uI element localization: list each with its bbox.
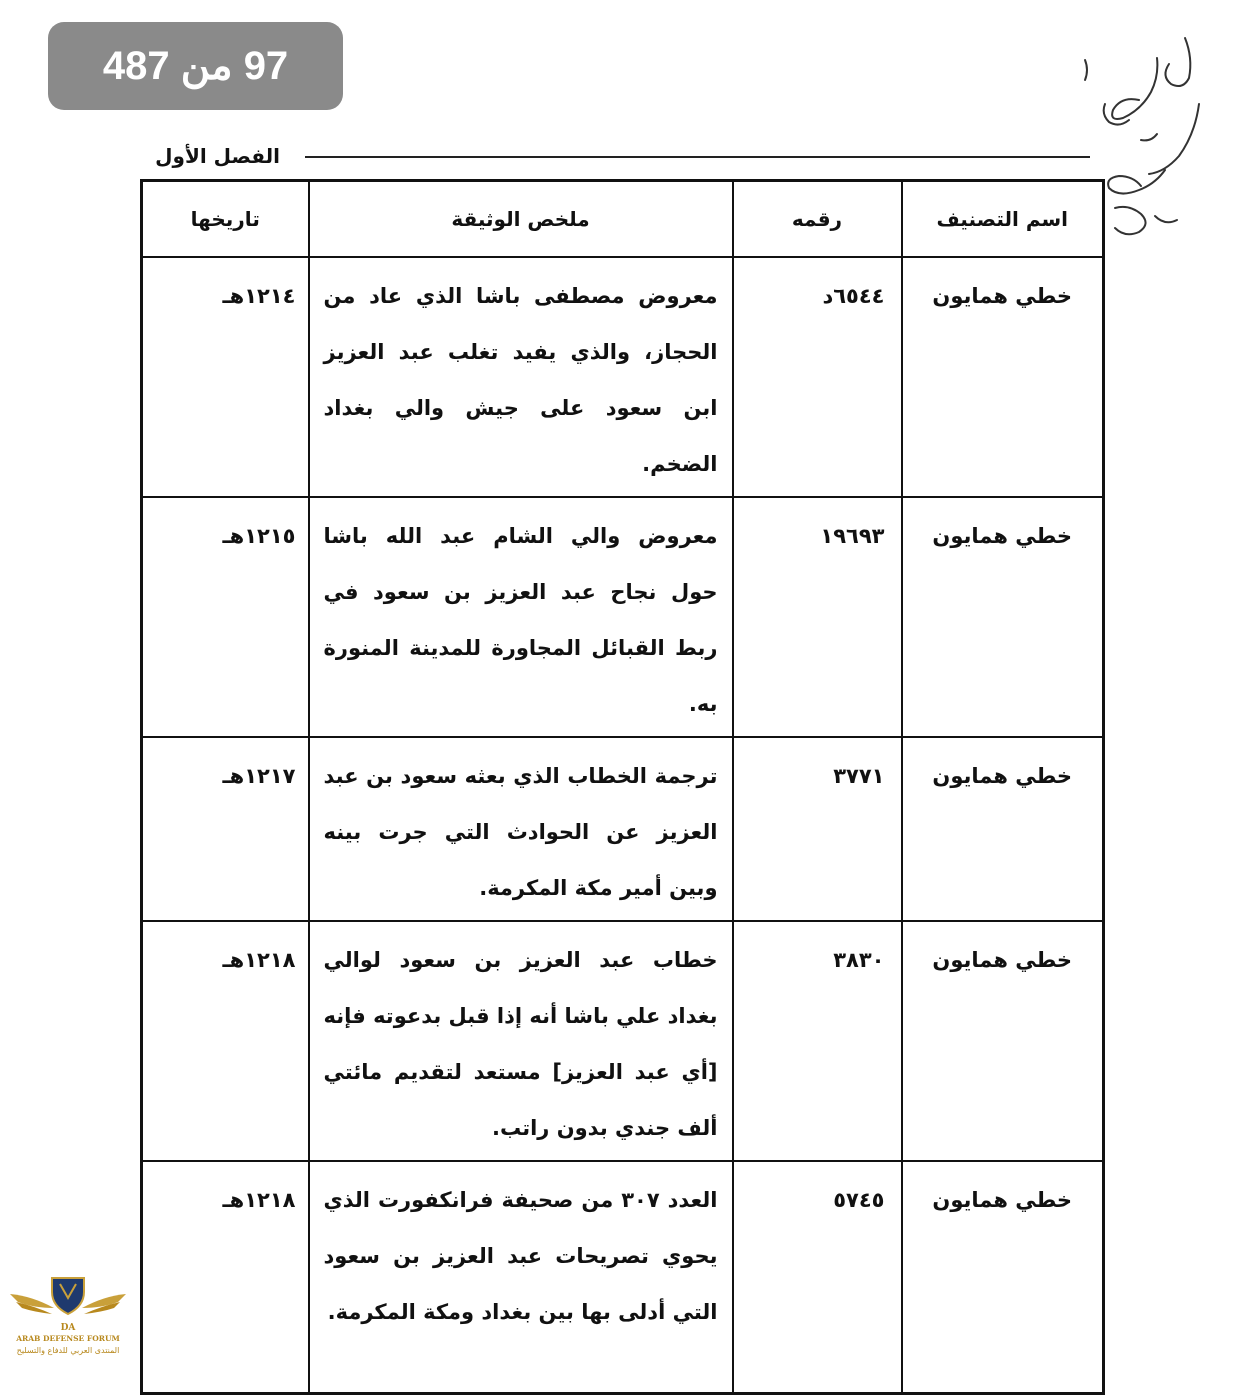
cell-number: ٣٧٧١ (733, 737, 902, 921)
documents-table (140, 179, 1105, 1395)
header-date: تاريخها (142, 181, 309, 258)
winged-shield-icon (6, 1272, 130, 1334)
cell-summary: خطاب عبد العزيز بن سعود لوالي بغداد علي باشا أنه إذا قبل بدعوته فإنه [أي عبد العزيز] مستعد لتقديم مائتي ألف جندي بدون راتب. (309, 921, 733, 1161)
header-classification: اسم التصنيف (902, 181, 1104, 258)
cell-summary: معروض والي الشام عبد الله باشا حول نجاح عبد العزيز بن سعود في ربط القبائل المجاورة للمدينة المنورة به. (309, 497, 733, 737)
logo-english-name: ARAB DEFENSE FORUM (16, 1334, 120, 1343)
logo-initials: DA (60, 1323, 76, 1333)
cell-date: ١٢١٤هـ (142, 257, 309, 497)
cell-date: ١٢١٥هـ (142, 497, 309, 737)
cell-classification: خطي همايون (902, 1161, 1104, 1394)
cell-classification: خطي همايون (902, 921, 1104, 1161)
cell-date: ١٢١٧هـ (142, 737, 309, 921)
forum-watermark-logo (6, 1272, 130, 1372)
cell-summary: ترجمة الخطاب الذي بعثه سعود بن عبد العزيز عن الحوادث التي جرت بينه وبين أمير مكة المكرمة. (309, 737, 733, 921)
cell-summary: معروض مصطفى باشا الذي عاد من الحجاز، والذي يفيد تغلب عبد العزيز ابن سعود على جيش والي بغداد الضخم. (309, 257, 733, 497)
cell-number: ٥٧٤٥ (733, 1161, 902, 1394)
cell-number: ١٩٦٩٣ (733, 497, 902, 737)
table-row (142, 1161, 1104, 1394)
header-number: رقمه (733, 181, 902, 258)
page-indicator-badge: 97 من 487 (48, 22, 343, 110)
chapter-title: الفصل الأول (155, 144, 280, 168)
logo-arabic-name: المنتدى العربي للدفاع والتسليح (16, 1346, 120, 1355)
table-row (142, 497, 1104, 737)
cell-date: ١٢١٨هـ (142, 921, 309, 1161)
table-header-row (142, 181, 1104, 258)
cell-classification: خطي همايون (902, 737, 1104, 921)
table-row (142, 257, 1104, 497)
table-row (142, 921, 1104, 1161)
cell-date: ١٢١٨هـ (142, 1161, 309, 1394)
header-rule (305, 156, 1090, 158)
cell-classification: خطي همايون (902, 497, 1104, 737)
cell-number: ٦٥٤٤د (733, 257, 902, 497)
cell-number: ٣٨٣٠ (733, 921, 902, 1161)
cell-summary: العدد ٣٠٧ من صحيفة فرانكفورت الذي يحوي تصريحات عبد العزيز بن سعود التي أدلى بها بين بغداد ومكة المكرمة. (309, 1161, 733, 1394)
header-summary: ملخص الوثيقة (309, 181, 733, 258)
cell-classification: خطي همايون (902, 257, 1104, 497)
table-row (142, 737, 1104, 921)
